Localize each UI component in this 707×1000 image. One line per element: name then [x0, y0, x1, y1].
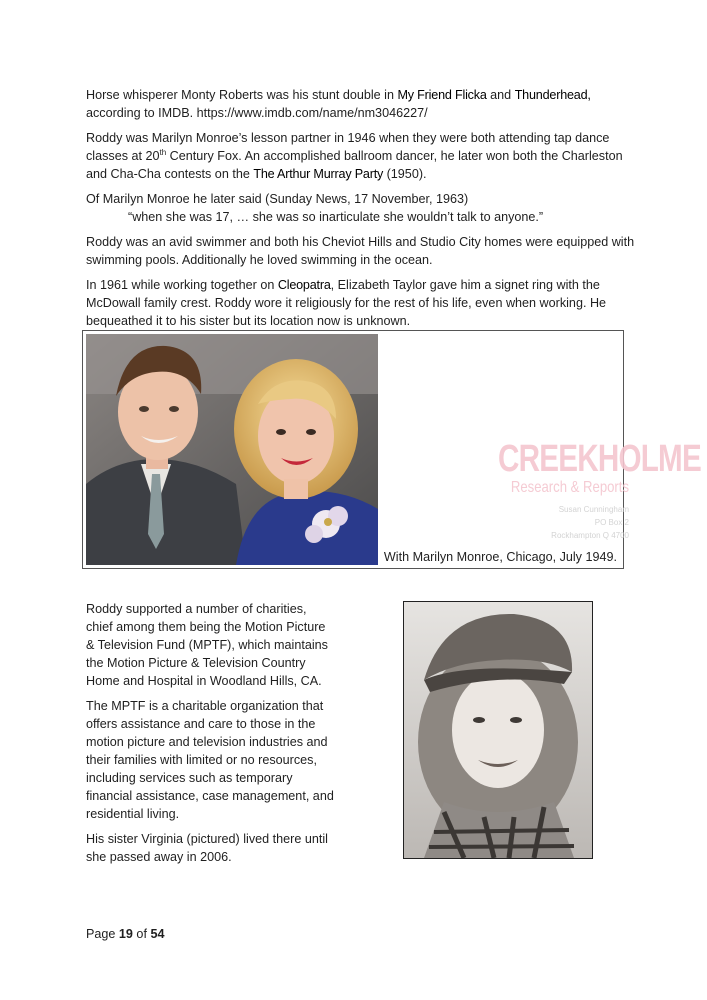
- photo-roddy-marilyn: [86, 334, 378, 565]
- page-total: 54: [150, 927, 165, 941]
- paragraph-virginia: His sister Virginia (pictured) lived there until she passed away in 2006.: [86, 832, 328, 864]
- photo-caption: With Marilyn Monroe, Chicago, July 1949.: [383, 550, 617, 564]
- paragraph-signet-ring: In 1961 while working together on Cleopatra, Elizabeth Taylor gave him a signet ring with the McDowall family crest. Roddy wore it religiously for the rest of his life, even when working. He bequeathed it to his sister but its location now is unknown.: [86, 278, 607, 328]
- paragraph-stunt-double: Horse whisperer Monty Roberts was his stunt double in My Friend Flicka and Thunderhead, according to IMDB. https://www.imdb.com/name/nm3046227/: [86, 88, 591, 120]
- quote-text: “when she was 17, … she was so inarticulate she wouldn’t talk to anyone.”: [128, 210, 544, 224]
- body-text-upper: [86, 86, 636, 337]
- photo-virginia: [403, 601, 593, 859]
- film-title: Cleopatra: [277, 278, 331, 292]
- photo-virginia-illustration: [404, 602, 592, 858]
- page-footer: Page 19 of 54: [86, 927, 165, 941]
- watermark-logo: CREEKHOLME: [497, 438, 701, 480]
- paragraph-charities: Roddy supported a number of charities, chief among them being the Motion Picture & Television Fund (MPTF), which maintains the Motion Picture & Television Country Home and Hospital in Woodland Hills, CA.: [86, 602, 328, 688]
- creekholme-watermark: [461, 438, 701, 542]
- paragraph-quote-intro: Of Marilyn Monroe he later said (Sunday News, 17 November, 1963): [86, 192, 469, 206]
- imdb-link-text: . https://www.imdb.com/name/nm3046227/: [189, 106, 428, 120]
- film-title: Thunderhead,: [514, 88, 591, 102]
- film-title: My Friend Flicka: [397, 88, 487, 102]
- show-title: The Arthur Murray Party: [253, 167, 384, 181]
- paragraph-swimming: Roddy was an avid swimmer and both his Cheviot Hills and Studio City homes were equipped with swimming pools. Additionally he loved swimming in the ocean.: [86, 235, 635, 267]
- watermark-address: Susan Cunningham PO Box 2 Rockhampton Q 4700: [551, 505, 629, 540]
- paragraph-mptf: The MPTF is a charitable organization that offers assistance and care to those in the motion picture and television industries and their families with limited or no resources, including services such as temporary financial assistance, case management, and residential living.: [86, 699, 334, 821]
- photo-marilyn-frame: [82, 330, 701, 569]
- body-text-lower: [86, 600, 336, 873]
- watermark-subtitle: Research & Reports: [510, 479, 629, 496]
- paragraph-marilyn-lessons: Roddy was Marilyn Monroe’s lesson partner in 1946 when they were both attending tap dance classes at 20th Century Fox. An accomplished ballroom dancer, he later won both the Charleston and Cha-Cha contests on the The Arthur Murray Party (1950).: [86, 131, 623, 181]
- page-number: 19: [118, 927, 133, 941]
- photo-illustration: [86, 334, 378, 565]
